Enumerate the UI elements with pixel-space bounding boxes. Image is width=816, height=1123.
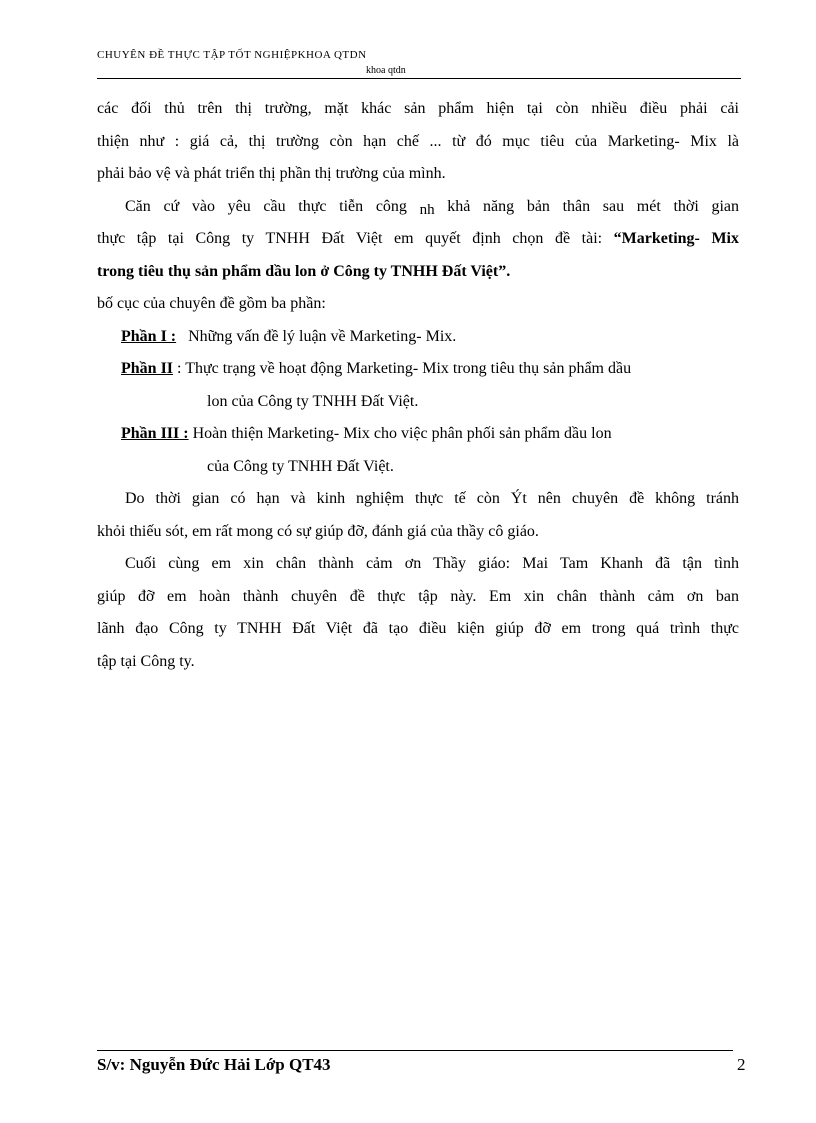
body-line: bố cục của chuyên đề gồm ba phần: (97, 295, 326, 312)
part-3-text: Hoàn thiện Marketing- Mix cho việc phân phối sản phẩm dầu lon (192, 425, 612, 442)
footer-author: S/v: Nguyễn Đức Hải Lớp QT43 (97, 1055, 331, 1074)
topic-title: “Marketing- Mix (613, 230, 739, 247)
body-line: phải bảo vệ và phát triển thị phần thị trường của mình. (97, 165, 446, 182)
body-line: các đối thủ trên thị trường, mặt khác sản phẩm hiện tại còn nhiều điều phải cải (97, 100, 739, 117)
body-line: lãnh đạo Công ty TNHH Đất Việt đã tạo điều kiện giúp đỡ em trong quá trình thực (97, 620, 739, 637)
body-text-sub: nh (419, 201, 435, 218)
topic-title-cont: trong tiêu thụ sản phẩm dầu lon ở Công ty TNHH Đất Việt”. (97, 262, 511, 280)
footer-rule (97, 1050, 733, 1051)
body-line (97, 191, 739, 224)
part-3-label: Phần III : (121, 425, 189, 442)
part-3-cont: của Công ty TNHH Đất Việt. (207, 457, 394, 475)
part-2-label: Phần II (121, 360, 174, 377)
body-line (97, 223, 739, 256)
body-line: thiện như : giá cả, thị trường còn hạn chế ... từ đó mục tiêu của Marketing- Mix là (97, 132, 739, 150)
header-subtitle: khoa qtdn (366, 65, 406, 76)
body-text: Căn cứ vào yêu cầu thực tiễn công (125, 197, 407, 215)
part-1 (97, 321, 739, 354)
part-2-cont: lon của Công ty TNHH Đất Việt. (207, 392, 419, 410)
document-body (97, 93, 739, 678)
body-line: giúp đỡ em hoàn thành chuyên đề thực tập này. Em xin chân thành cảm ơn ban (97, 587, 739, 605)
part-3 (97, 418, 739, 451)
body-text: thực tập tại Công ty TNHH Đất Việt em quyết định chọn đề tài: (97, 230, 603, 247)
part-1-label: Phần I : (121, 327, 177, 345)
page-number: 2 (737, 1055, 746, 1074)
body-line: khỏi thiếu sót, em rất mong có sự giúp đỡ, đánh giá của thầy cô giáo. (97, 522, 539, 540)
body-line: Do thời gian có hạn và kinh nghiệm thực tế còn Ýt nên chuyên đề không tránh (125, 490, 739, 507)
body-text: khả năng bản thân sau mét thời gian (447, 197, 740, 215)
body-line: tập tại Công ty. (97, 652, 195, 670)
header-title: CHUYÊN ĐỀ THỰC TẬP TỐT NGHIỆPKHOA QTDN (97, 49, 367, 61)
part-1-text: Những vấn đề lý luận về Marketing- Mix. (188, 327, 457, 345)
part-2 (97, 353, 739, 386)
header-rule (97, 78, 741, 79)
part-2-text: : Thực trạng về hoạt động Marketing- Mix trong tiêu thụ sản phẩm dầu (177, 360, 632, 377)
body-line: Cuối cùng em xin chân thành cảm ơn Thầy giáo: Mai Tam Khanh đã tận tình (125, 555, 739, 572)
